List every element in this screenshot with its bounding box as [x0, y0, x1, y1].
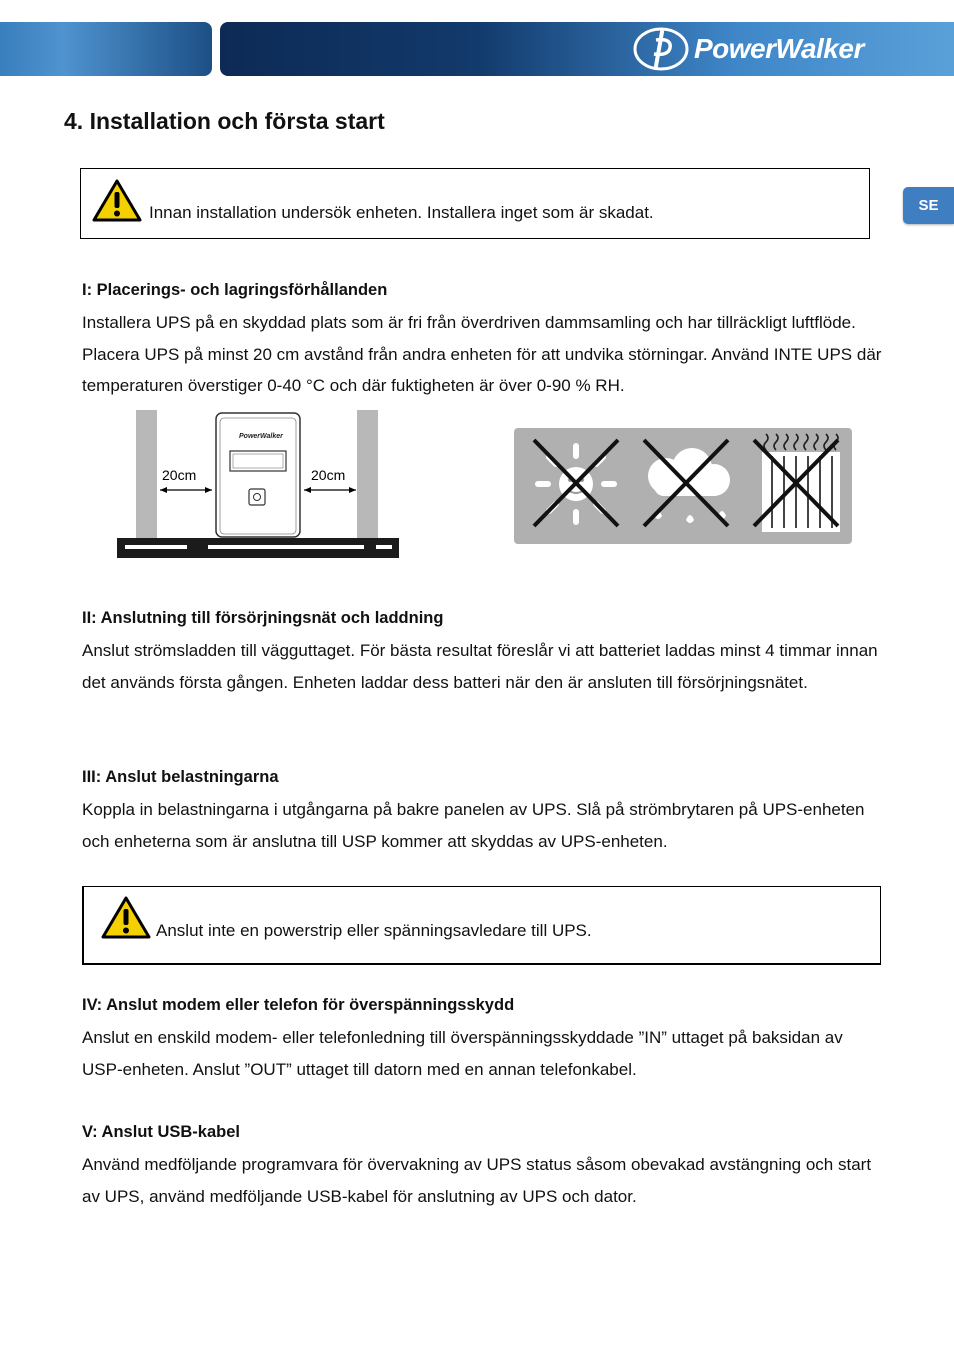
power-logo-icon: [632, 26, 690, 72]
section-title-4: IV: Anslut modem eller telefon för överspänningsskydd: [82, 996, 515, 1014]
warning-icon: [101, 896, 151, 939]
section-title-2: II: Anslutning till försörjningsnät och laddning: [82, 609, 444, 627]
warning-box-2: [82, 886, 881, 965]
section-title-5: V: Anslut USB-kabel: [82, 1123, 240, 1141]
left-distance-label: 20cm: [162, 467, 197, 483]
placement-diagram: [116, 410, 400, 560]
header-bar-left: [0, 22, 212, 76]
section-title-3: III: Anslut belastningarna: [82, 768, 279, 786]
environment-restrictions-figure: [514, 428, 852, 544]
warning-box-1: [80, 168, 870, 239]
section-title-1: I: Placerings- och lagringsförhållanden: [82, 281, 388, 299]
device-brand-label: PowerWalker: [239, 433, 283, 440]
section-body-4: Anslut en enskild modem- eller telefonledning till överspänningsskyddade ”IN” uttaget på baksidan av USP-enheten. Anslut ”OUT” uttaget till datorn med en annan telefonkabel.: [82, 1028, 843, 1079]
brand-logo: [632, 26, 864, 72]
language-tab[interactable]: SE: [903, 187, 954, 224]
right-distance-label: 20cm: [311, 467, 346, 483]
warning-icon: [92, 179, 142, 222]
page-title: 4. Installation och första start: [64, 108, 385, 134]
section-body-2: Anslut strömsladden till vägguttaget. För bästa resultat föreslår vi att batteriet laddas minst 4 timmar innan det används första gången. Enheten laddar dess batteri när den är ansluten till försörjningsnätet.: [82, 641, 878, 692]
brand-name: PowerWalker: [694, 33, 864, 64]
section-body-3: Koppla in belastningarna i utgångarna på bakre panelen av UPS. Slå på strömbrytaren på UPS-enheten och enheterna som är anslutna till USP kommer att skyddas av UPS-enheten.: [82, 800, 865, 851]
warning-text-1: Innan installation undersök enheten. Installera inget som är skadat.: [149, 203, 654, 222]
section-body-5: Använd medföljande programvara för övervakning av UPS status såsom obevakad avstängning och start av UPS, använd medföljande USB-kabel för anslutning av UPS och dator.: [82, 1155, 872, 1206]
section-body-1: Installera UPS på en skyddad plats som är fri från överdriven dammsamling och har tillräckligt luftflöde. Placera UPS på minst 20 cm avstånd från andra enheten för att undvika störningar. Använd INTE UPS där temperaturen överstiger 0-40 °C och där fuktigheten är över 0-90 % RH.: [82, 313, 882, 396]
warning-text-2: Anslut inte en powerstrip eller spänningsavledare till UPS.: [156, 921, 592, 940]
